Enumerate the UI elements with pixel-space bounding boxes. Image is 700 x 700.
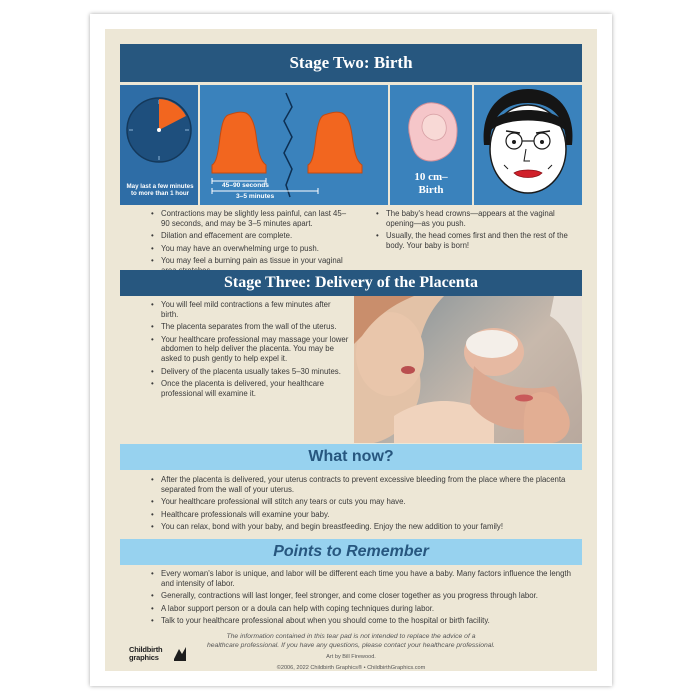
list-item: • Usually, the head comes first and then the rest of the body. Your baby is born! (375, 231, 575, 250)
points-title: Points to Remember (273, 543, 429, 560)
list-item: • Healthcare professionals will examine your baby. (150, 510, 575, 520)
straining-face-icon (474, 85, 582, 205)
mother-newborn-photo-art (354, 296, 582, 443)
list-item: • You may have an overwhelming urge to push. (150, 244, 350, 254)
list-item: • After the placenta is delivered, your uterus contracts to prevent excessive bleeding from the place where the placenta separated from the wall of your uterus. (150, 475, 575, 494)
stage-two-header (120, 44, 582, 82)
points-list (150, 569, 575, 629)
copyright: ©2006, 2022 Childbirth Graphics® • ChildbirthGraphics.com (276, 665, 426, 671)
stage-two-right-list (375, 209, 575, 253)
wave-caption-interval: 3–5 minutes (236, 193, 275, 200)
list-item: • A labor support person or a doula can help with coping techniques during labor. (150, 604, 575, 614)
dilation-caption-line-2: Birth (418, 184, 444, 197)
clock-caption-line-1: May last a few minutes (126, 183, 194, 190)
points-header (120, 539, 582, 565)
clock-panel (120, 85, 198, 205)
list-item: • Once the placenta is delivered, your healthcare professional will examine it. (150, 379, 350, 398)
disclaimer-line-1: The information contained in this tear pad is not intended to replace the advice of a (226, 633, 476, 640)
list-item: • Your healthcare professional may massage your lower abdomen to help deliver the placenta. You may be asked to push gently to help expel it. (150, 335, 350, 364)
list-item: • The placenta separates from the wall of the uterus. (150, 322, 350, 332)
list-item: • Dilation and effacement are complete. (150, 231, 350, 241)
logo-line-2: graphics (129, 652, 159, 662)
paper-background (105, 29, 597, 671)
stage-three-title: Stage Three: Delivery of the Placenta (223, 274, 478, 291)
stage-two-title: Stage Two: Birth (289, 53, 413, 72)
dilation-caption (390, 171, 472, 197)
what-now-title: What now? (308, 448, 394, 465)
mother-newborn-photo (354, 296, 582, 443)
dilation-panel (390, 85, 472, 205)
list-item: • The baby's head crowns—appears at the vaginal opening—as you push. (375, 209, 575, 228)
list-item: • Contractions may be slightly less painful, can last 45–90 seconds, and may be 3–5 minutes apart. (150, 209, 350, 228)
childbirth-graphics-logo (129, 646, 189, 666)
disclaimer-line-2: healthcare professional. If you have any questions, please contact your healthcare professional. (207, 641, 495, 649)
dilation-caption-line-1: 10 cm– (414, 171, 448, 183)
contraction-waves-panel (200, 85, 388, 205)
what-now-header (120, 444, 582, 470)
logo-line-1: Childbirth (129, 645, 163, 654)
list-item: • Every woman's labor is unique, and labor will be different each time you have a baby. Many factors influence the length and intensity of labor. (150, 569, 575, 588)
stage-three-list (150, 300, 350, 401)
list-item: • You can relax, bond with your baby, and begin breastfeeding. Enjoy the new addition to your family! (150, 522, 575, 532)
stage-two-illustration-strip (120, 85, 582, 205)
logo-mark-icon (173, 646, 187, 662)
list-item: • Generally, contractions will last longer, feel stronger, and come closer together as you progress through labor. (150, 591, 575, 601)
list-item: • You may feel a burning pain as tissue in your vaginal (150, 256, 350, 275)
face-panel (474, 85, 582, 205)
list-item: • You will feel mild contractions a few minutes after birth. (150, 300, 350, 319)
disclaimer (120, 633, 582, 650)
list-item: • Talk to your healthcare professional about when you should come to the hospital or birth facility. (150, 616, 575, 626)
list-item: • Delivery of the placenta usually takes 5–30 minutes. (150, 367, 350, 377)
what-now-list (150, 475, 575, 535)
wave-caption-duration: 45–90 seconds (222, 182, 269, 189)
art-credit: Art by Bill Firewood. (326, 654, 376, 660)
logo-wordmark (129, 646, 162, 661)
list-item: • Your healthcare professional will stitch any tears or cuts you may have. (150, 497, 575, 507)
tear-pad-sheet (90, 14, 612, 686)
clock-caption-line-2: to more than 1 hour (130, 190, 190, 198)
clock-caption (122, 183, 198, 198)
stage-two-left-list (150, 209, 350, 279)
stage-three-header (120, 270, 582, 296)
